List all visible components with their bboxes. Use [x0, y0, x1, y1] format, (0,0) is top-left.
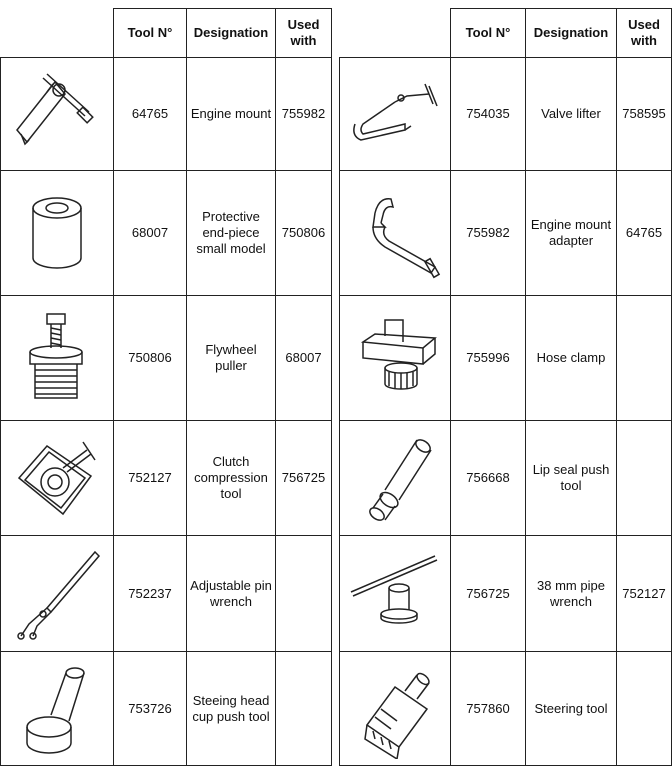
table-row	[1, 536, 332, 652]
designation: 38 mm pipe wrench	[526, 536, 617, 652]
table-row	[1, 421, 332, 536]
tool-number: 753726	[114, 652, 187, 766]
designation: Lip seal push tool	[526, 421, 617, 536]
designation: Valve lifter	[526, 58, 617, 171]
tool-number: 64765	[114, 58, 187, 171]
used-with-header: Used with	[617, 9, 672, 58]
used-with: 758595	[617, 58, 672, 171]
adjustable-pin-wrench-icon	[7, 544, 107, 644]
tool-number: 750806	[114, 296, 187, 421]
used-with	[276, 652, 332, 766]
tool-image-cell	[340, 296, 451, 421]
used-with	[617, 296, 672, 421]
used-with: 755982	[276, 58, 332, 171]
table-row	[340, 171, 672, 296]
used-with: 64765	[617, 171, 672, 296]
tool-no-header: Tool N°	[114, 9, 187, 58]
table-row	[340, 58, 672, 171]
designation: Flywheel puller	[187, 296, 276, 421]
table-row	[340, 536, 672, 652]
tools-table-right	[339, 8, 672, 766]
used-with	[617, 421, 672, 536]
hose-clamp-icon	[345, 308, 445, 408]
steering-head-cup-push-tool-icon	[7, 659, 107, 759]
used-with: 752127	[617, 536, 672, 652]
tool-image-cell	[1, 536, 114, 652]
designation: Engine mount	[187, 58, 276, 171]
pipe-wrench-icon	[345, 544, 445, 644]
used-with: 750806	[276, 171, 332, 296]
tool-number: 755996	[451, 296, 526, 421]
designation: Steering tool	[526, 652, 617, 766]
used-with: 68007	[276, 296, 332, 421]
tool-image-cell	[1, 58, 114, 171]
tool-number: 755982	[451, 171, 526, 296]
tool-no-header: Tool N°	[451, 9, 526, 58]
designation: Clutch compression tool	[187, 421, 276, 536]
flywheel-puller-icon	[17, 308, 97, 408]
protective-end-piece-icon	[17, 188, 97, 278]
header-row	[1, 9, 332, 58]
table-row	[1, 296, 332, 421]
designation: Adjustable pin wrench	[187, 536, 276, 652]
used-with	[617, 652, 672, 766]
image-header	[1, 9, 114, 58]
table-row	[1, 652, 332, 766]
table-row	[1, 58, 332, 171]
clutch-compression-tool-icon	[7, 428, 107, 528]
tool-number: 756725	[451, 536, 526, 652]
tool-image-cell	[1, 296, 114, 421]
tool-image-cell	[340, 652, 451, 766]
tool-number: 752237	[114, 536, 187, 652]
designation-header: Designation	[187, 9, 276, 58]
used-with-header: Used with	[276, 9, 332, 58]
tool-number: 68007	[114, 171, 187, 296]
designation-header: Designation	[526, 9, 617, 58]
table-row	[1, 171, 332, 296]
tool-image-cell	[1, 171, 114, 296]
used-with: 756725	[276, 421, 332, 536]
tool-number: 756668	[451, 421, 526, 536]
tool-number: 752127	[114, 421, 187, 536]
image-header	[340, 9, 451, 58]
valve-lifter-icon	[345, 64, 445, 164]
header-row	[340, 9, 672, 58]
tool-image-cell	[340, 58, 451, 171]
used-with	[276, 536, 332, 652]
table-row	[340, 296, 672, 421]
steering-tool-icon	[345, 659, 445, 759]
tools-table-left	[0, 8, 332, 766]
designation: Engine mount adapter	[526, 171, 617, 296]
designation: Steeing head cup push tool	[187, 652, 276, 766]
engine-mount-tool-icon	[7, 64, 107, 164]
engine-mount-adapter-icon	[345, 183, 445, 283]
tool-number: 754035	[451, 58, 526, 171]
table-row	[340, 652, 672, 766]
tool-number: 757860	[451, 652, 526, 766]
tool-image-cell	[340, 171, 451, 296]
tool-image-cell	[1, 421, 114, 536]
designation: Protective end-piece small model	[187, 171, 276, 296]
table-row	[340, 421, 672, 536]
tool-image-cell	[340, 536, 451, 652]
designation: Hose clamp	[526, 296, 617, 421]
tool-image-cell	[1, 652, 114, 766]
tool-image-cell	[340, 421, 451, 536]
lip-seal-push-tool-icon	[345, 428, 445, 528]
